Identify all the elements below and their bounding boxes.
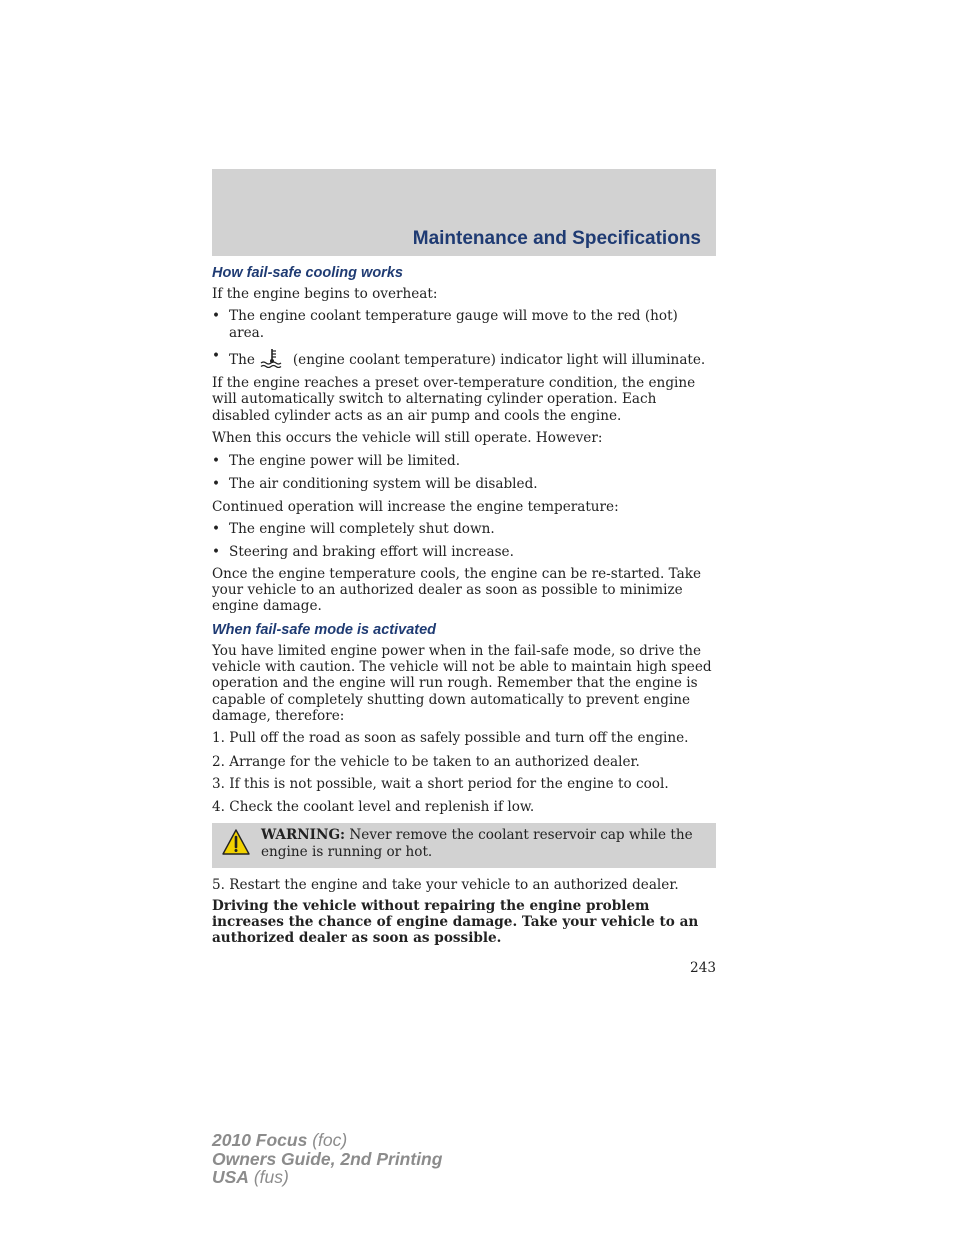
list-item-text: (engine coolant temperature) indicator light will illuminate. bbox=[292, 351, 706, 368]
list-item bbox=[212, 544, 716, 560]
list-item-text: The air conditioning system will be disabled. bbox=[229, 475, 538, 492]
paragraph: Once the engine temperature cools, the engine can be re-started. Take your vehicle to an authorized dealer as soon as possible to minimize engine damage. bbox=[212, 565, 702, 615]
list-item bbox=[212, 453, 716, 469]
paragraph: You have limited engine power when in the fail-safe mode, so drive the vehicle with caution. The vehicle will not be able to maintain high speed operation and the engine will run rough. Remember that the engine is capable of completely shutting down automatically to prevent engine damage, therefore: bbox=[212, 642, 712, 724]
list-item-text: The engine coolant temperature gauge will move to the red (hot) area. bbox=[229, 308, 678, 341]
paragraph: If the engine begins to overheat: bbox=[212, 286, 438, 302]
list-item-prefix: The bbox=[229, 351, 255, 368]
footer-line-2 bbox=[212, 1150, 442, 1169]
footer-model-code: (foc) bbox=[312, 1130, 348, 1150]
paragraph: When this occurs the vehicle will still operate. However: bbox=[212, 430, 603, 447]
closing-bold-paragraph: Driving the vehicle without repairing the engine problem increases the chance of engine damage. Take your vehicle to an authorized dealer as soon as possible. bbox=[212, 897, 699, 947]
page-content bbox=[212, 264, 716, 947]
list-item bbox=[212, 308, 716, 341]
footer-imprint bbox=[212, 1131, 442, 1187]
warning-message: Never remove the coolant reservoir cap while the engine is running or hot. bbox=[261, 827, 693, 860]
subheading-when-fail-safe: When fail-safe mode is activated bbox=[212, 621, 437, 638]
section-header-band bbox=[212, 169, 716, 256]
numbered-step: 3. If this is not possible, wait a short period for the engine to cool. bbox=[212, 775, 669, 792]
warning-text bbox=[261, 827, 702, 860]
engine-coolant-temperature-icon bbox=[259, 348, 285, 368]
numbered-step: 4. Check the coolant level and replenish if low. bbox=[212, 799, 535, 816]
footer-edition: Owners Guide, 2nd Printing bbox=[212, 1148, 443, 1169]
footer-market-code: (fus) bbox=[253, 1167, 289, 1187]
subheading-how-fail-safe: How fail-safe cooling works bbox=[212, 265, 403, 281]
list-item bbox=[212, 348, 716, 368]
numbered-step: 1. Pull off the road as soon as safely possible and turn off the engine. bbox=[212, 730, 689, 747]
list-item-text: The engine power will be limited. bbox=[229, 453, 461, 470]
list-item bbox=[212, 476, 716, 492]
warning-box bbox=[212, 823, 716, 868]
paragraph: Continued operation will increase the engine temperature: bbox=[212, 498, 619, 515]
footer-market: USA bbox=[212, 1167, 249, 1187]
list-item bbox=[212, 521, 716, 537]
numbered-step: 2. Arrange for the vehicle to be taken to an authorized dealer. bbox=[212, 753, 640, 770]
warning-triangle-icon bbox=[221, 828, 251, 856]
numbered-step: 5. Restart the engine and take your vehicle to an authorized dealer. bbox=[212, 877, 679, 894]
section-title: Maintenance and Specifications bbox=[412, 228, 701, 249]
page-number: 243 bbox=[690, 960, 716, 976]
footer-line-1 bbox=[212, 1131, 442, 1150]
list-item-text: The engine will completely shut down. bbox=[229, 521, 495, 538]
footer-model: 2010 Focus bbox=[212, 1130, 308, 1150]
warning-label: WARNING: bbox=[261, 827, 346, 844]
footer-line-3 bbox=[212, 1168, 442, 1187]
list-item-text: Steering and braking effort will increase. bbox=[229, 543, 514, 560]
paragraph: If the engine reaches a preset over-temperature condition, the engine will automatically switch to alternating cylinder operation. Each disabled cylinder acts as an air pump and cools the engine. bbox=[212, 375, 696, 424]
